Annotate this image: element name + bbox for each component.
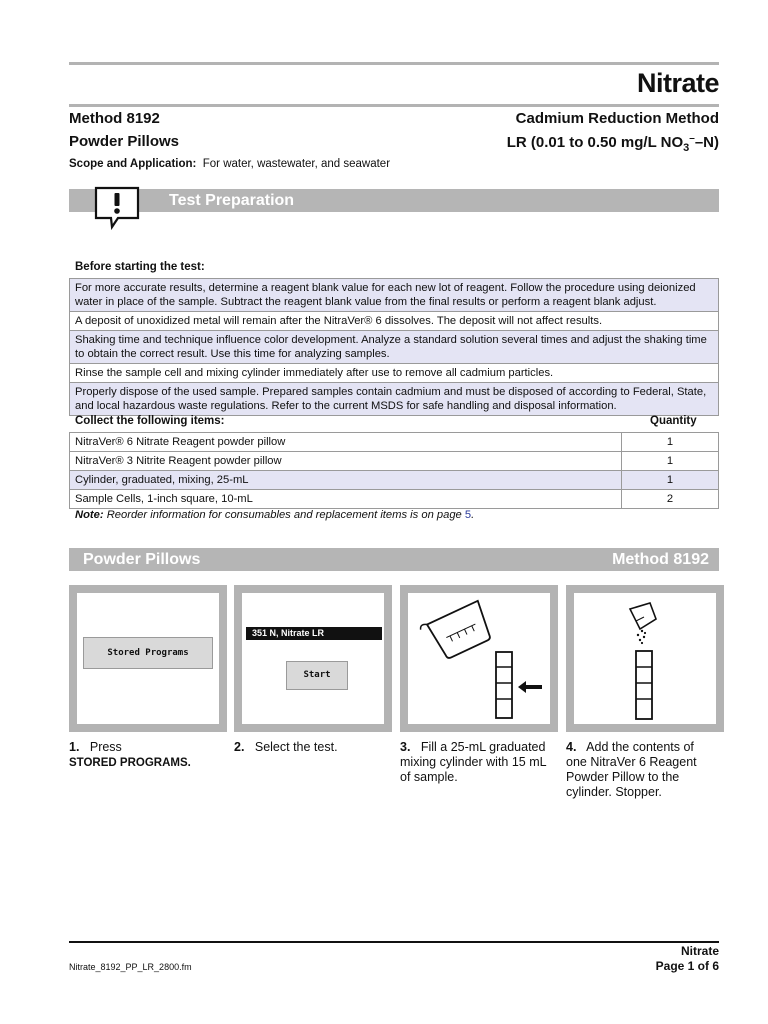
test-prep-band	[69, 189, 719, 212]
footer-page: Page 1 of 6	[655, 959, 719, 973]
scope-text: For water, wastewater, and seawater	[202, 158, 391, 170]
before-heading: Before starting the test:	[75, 261, 205, 273]
start-button[interactable]: Start	[286, 661, 348, 690]
table-row	[70, 471, 719, 490]
collect-heading: Collect the following items:	[75, 415, 225, 427]
items-table	[69, 432, 719, 509]
step-4-figure	[566, 585, 724, 732]
beaker-cylinder-icon	[408, 593, 550, 724]
table-row	[70, 312, 719, 331]
scope-line	[69, 158, 390, 170]
item-qty: 1	[622, 452, 719, 471]
table-row	[70, 279, 719, 312]
before-item: Shaking time and technique influence color development. Analyze a standard solution several times and adjust the shaking time to obtain the correct result. Use this time for analyzing samples.	[70, 331, 719, 364]
method-name: Cadmium Reduction Method	[515, 110, 719, 127]
item-qty: 1	[622, 433, 719, 452]
item-qty: 2	[622, 490, 719, 509]
item-name: Sample Cells, 1-inch square, 10-mL	[70, 490, 622, 509]
step-1-figure	[69, 585, 227, 732]
table-row	[70, 364, 719, 383]
procedure-method: Method 8192	[612, 551, 709, 568]
before-item: For more accurate results, determine a reagent blank value for each new lot of reagent. Follow the procedure using deionized water in place of the sample. Subtract the reagent blank value from the final results or perform a reagent blank adjust.	[70, 279, 719, 312]
step-1-text: 1. Press STORED PROGRAMS.	[69, 740, 191, 769]
warning-icon	[94, 186, 140, 230]
step-2-figure	[234, 585, 392, 732]
item-name: NitraVer® 6 Nitrate Reagent powder pillow	[70, 433, 622, 452]
test-prep-heading: Test Preparation	[169, 192, 295, 209]
format-label: Powder Pillows	[69, 133, 180, 150]
step-3-text: 3. Fill a 25-mL graduated mixing cylinder with 15 mL of sample.	[400, 740, 547, 784]
table-row	[70, 383, 719, 416]
pillow-cylinder-icon	[574, 593, 716, 724]
table-row	[70, 433, 719, 452]
header-rule	[69, 104, 719, 107]
item-name: Cylinder, graduated, mixing, 25-mL	[70, 471, 622, 490]
table-row	[70, 331, 719, 364]
program-title-bar: 351 N, Nitrate LR	[246, 627, 382, 640]
footer-rule	[69, 941, 719, 943]
before-table	[69, 278, 719, 416]
step-3-figure	[400, 585, 558, 732]
scope-label: Scope and Application:	[69, 158, 197, 170]
reorder-note: Note: Reorder information for consumables and replacement items is on page 5.	[75, 509, 475, 521]
step-2-text: 2. Select the test.	[234, 740, 338, 754]
before-item: Properly dispose of the used sample. Prepared samples contain cadmium and must be disposed of according to Federal, State, and local hazardous waste regulations. Refer to the current MSDS for safe handling and disposal information.	[70, 383, 719, 416]
procedure-band	[69, 548, 719, 571]
table-row	[70, 490, 719, 509]
page-link[interactable]: 5	[464, 509, 472, 521]
procedure-heading: Powder Pillows	[83, 551, 201, 568]
before-item: A deposit of unoxidized metal will remain after the NitraVer® 6 dissolves. The deposit will not affect results.	[70, 312, 719, 331]
range-label: LR (0.01 to 0.50 mg/L $NO_3^--N$)	[506, 133, 719, 154]
item-name: NitraVer® 3 Nitrite Reagent powder pillow	[70, 452, 622, 471]
page-title: Nitrate	[636, 68, 719, 98]
method-number: Method 8192	[69, 110, 160, 127]
item-qty: 1	[622, 471, 719, 490]
before-item: Rinse the sample cell and mixing cylinder immediately after use to remove all cadmium particles.	[70, 364, 719, 383]
footer-right	[656, 944, 719, 974]
quantity-heading: Quantity	[650, 415, 697, 427]
top-rule	[69, 62, 719, 65]
stored-programs-button[interactable]: Stored Programs	[83, 637, 213, 669]
footer-title: Nitrate	[680, 944, 719, 958]
footer-filename: Nitrate_8192_PP_LR_2800.fm	[69, 962, 192, 972]
step-4-text: 4. Add the contents of one NitraVer 6 Reagent Powder Pillow to the cylinder. Stopper.	[566, 740, 697, 799]
table-row	[70, 452, 719, 471]
